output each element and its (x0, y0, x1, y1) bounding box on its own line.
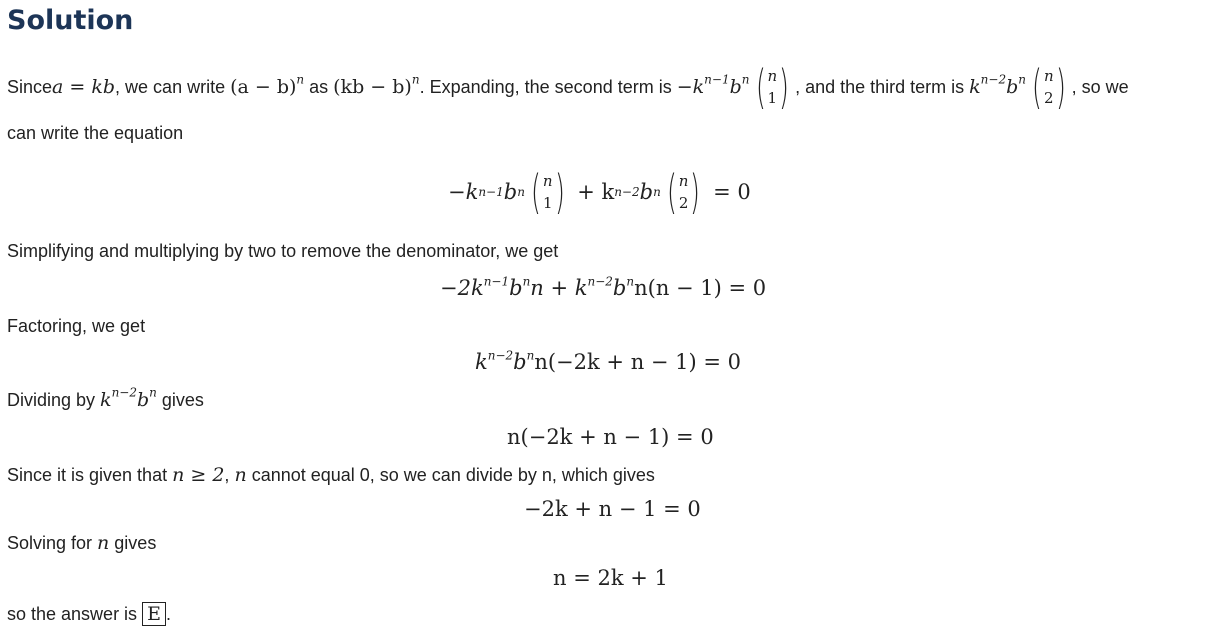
paragraph-dividing: Dividing by $k^{n-2}b^n$ gives (7, 385, 204, 411)
math-second-term: $-k^{n-1}b^n$ (676, 72, 750, 98)
solution-heading: Solution (7, 5, 134, 36)
math-kb-minus-b-pow-n: (kb − b)$^n$ (333, 72, 420, 98)
equation-result: n = 2k + 1 (553, 566, 668, 590)
math-third-term: $k^{n-2}b^n$ (969, 72, 1026, 98)
math-n: n (234, 464, 247, 486)
equation-factored: $k^{n-2}b^nn(-2k + n - 1) = 0$ (475, 348, 742, 374)
paragraph-simplifying: Simplifying and multiplying by two to remove the denominator, we get (7, 241, 559, 261)
text: , so we (1071, 76, 1129, 97)
binomial-n-choose-2: ( n 2 ) (1032, 60, 1066, 114)
text: . Expanding, the second term is (419, 76, 677, 97)
equation-linear: −2k + n − 1 = 0 (524, 497, 701, 521)
text: , and the third term is (795, 76, 970, 97)
binomial-n-choose-2: ( n 2 ) (666, 165, 701, 219)
binomial-n-choose-1: ( n 1 ) (755, 60, 790, 114)
math-a-minus-b-pow-n: $(a - b)^n$ (230, 72, 305, 98)
paragraph-answer: so the answer is E . (7, 603, 171, 625)
math-n-geq-2: n ≥ 2 (172, 464, 225, 486)
equation-simplified: $-2k^{n-1}b^nn + k^{n-2}b^nn(n - 1) = 0$ (440, 274, 767, 300)
answer-box: E (142, 602, 166, 626)
equation-binomial-terms: −k n−1 b n ( n 1 ) + k n−2 b n ( n 2 ) = 0 (448, 165, 751, 219)
math-k-b-term: $k^{n-2}b^n$ (100, 385, 157, 411)
equation-divided: n(−2k + n − 1) = 0 (507, 425, 714, 449)
paragraph-given-n: Since it is given that n ≥ 2, n cannot equal 0, so we can divide by n, which gives (7, 464, 655, 486)
text: , we can write (115, 76, 231, 97)
math-n: n (97, 532, 110, 554)
paragraph-solving: Solving for n gives (7, 532, 157, 554)
paragraph-factoring: Factoring, we get (7, 316, 146, 336)
text: as (304, 76, 334, 97)
math-a-equals-kb: a = kb (52, 76, 116, 98)
text: Since (7, 76, 53, 97)
paragraph-expansion (7, 60, 1129, 114)
binomial-n-choose-1: ( n 1 ) (530, 165, 565, 219)
paragraph-can-write: can write the equation (7, 123, 184, 143)
